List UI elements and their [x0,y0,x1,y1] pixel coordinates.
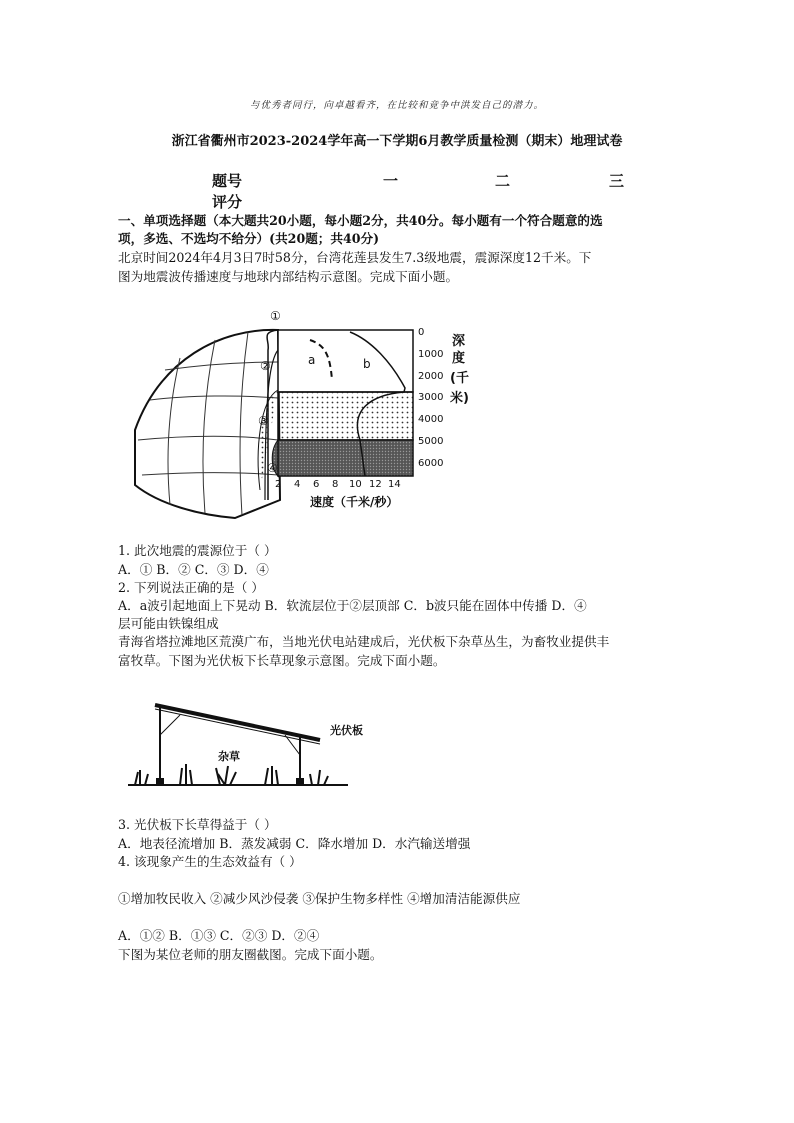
depth-tick: 3000 [418,392,444,403]
depth-tick: 4000 [418,414,444,425]
score-col-3: 三 [609,172,625,190]
exam-title: 浙江省衢州市2023-2024学年高一下学期6月教学质量检测（期末）地理试卷 [171,134,623,149]
header-motto: 与优秀者同行，向卓越看齐，在比较和竞争中洪发自己的潜力。 [249,100,544,111]
q2-options-line1: A．a波引起地面上下晃动 B．软流层位于②层顶部 C．b波只能在固体中传播 D．④ [118,598,587,613]
speed-tick: 10 [349,479,362,490]
wave-label-b: b [363,357,371,371]
pv-panel-figure [120,690,390,800]
depth-tick: 0 [418,327,425,338]
passage2-line1: 青海省塔拉滩地区荒漠广布，当地光伏电站建成后，光伏板下杂草丛生，为畜牧业提供丰 [118,634,610,649]
passage1-line2: 图为地震波传播速度与地球内部结构示意图。完成下面小题。 [118,269,459,284]
speed-tick: 2 [275,479,282,490]
q2-options-line2: 层可能由铁镍组成 [118,616,219,631]
depth-tick: 1000 [418,349,444,360]
speed-tick: 12 [369,479,382,490]
q4-items: ①增加牧民收入 ②减少风沙侵袭 ③保护生物多样性 ④增加清洁能源供应 [118,891,521,906]
score-row-label-score: 评分 [212,193,243,211]
score-col-2: 二 [495,172,511,190]
speed-tick: 8 [332,479,339,490]
speed-axis-label: 速度（千米/秒） [310,495,399,509]
speed-tick: 14 [388,479,401,490]
layer-label-2: ② [260,359,271,373]
q3-stem: 3. 光伏板下长草得益于（ ） [118,817,277,832]
depth-tick: 2000 [418,371,444,382]
layer-label-1: ① [270,309,281,323]
pv-panel [155,705,320,740]
section1-heading-line2: 项，多选、不选均不给分）(共20题；共40分) [118,231,380,246]
q4-stem: 4. 该现象产生的生态效益有（ ） [118,854,302,869]
passage3-line1: 下图为某位老师的朋友圈截图。完成下面小题。 [118,947,383,962]
layer-label-4: ④ [267,461,278,475]
depth-axis [418,327,443,469]
q1-options: A．① B．② C．③ D．④ [118,562,269,577]
grass-label: 杂草 [218,750,240,763]
globe-grid [138,332,278,515]
earth-structure-figure [120,300,480,530]
depth-label-char: (千 [450,371,469,386]
depth-label-char: 米) [450,391,469,406]
score-col-1: 一 [383,172,399,190]
pv-panel-label: 光伏板 [330,724,363,737]
passage2-line2: 富牧草。下图为光伏板下长草现象示意图。完成下面小题。 [118,653,446,668]
depth-label-char: 深 [452,334,466,349]
depth-axis-label [449,333,469,406]
q2-stem: 2. 下列说法正确的是（ ） [118,580,264,595]
wave-label-a: a [308,353,316,367]
speed-tick: 6 [313,479,320,490]
q1-stem: 1. 此次地震的震源位于（ ） [118,543,277,558]
speed-tick: 4 [294,479,301,490]
depth-tick: 6000 [418,458,444,469]
score-row-label-number: 题号 [212,172,243,190]
section1-heading-line1: 一、单项选择题（本大题共20小题，每小题2分，共40分。每小题有一个符合题意的选 [118,213,603,228]
passage1-line1: 北京时间2024年4月3日7时58分，台湾花莲县发生7.3级地震，震源深度12千米。下 [118,250,592,265]
depth-label-char: 度 [452,351,466,366]
q4-options: A．①② B．①③ C．②③ D．②④ [118,928,320,943]
speed-axis [275,479,401,490]
depth-tick: 5000 [418,436,444,447]
q3-options: A．地表径流增加 B．蒸发减弱 C．降水增加 D．水汽输送增强 [118,836,471,851]
layer-label-3: ③ [258,414,269,428]
